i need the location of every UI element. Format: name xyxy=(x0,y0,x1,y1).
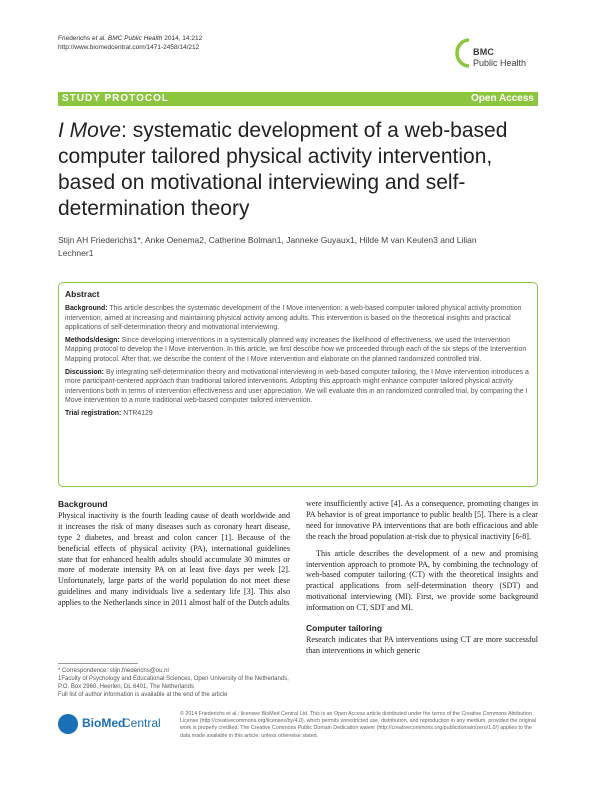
open-access-label: Open Access xyxy=(471,93,534,104)
section-heading-background: Background xyxy=(58,499,108,509)
discussion-label: Discussion: xyxy=(65,368,105,376)
body-column-right xyxy=(306,499,538,657)
section-heading-computer-tailoring: Computer tailoring xyxy=(306,623,383,634)
journal-logo xyxy=(455,38,550,78)
article-url[interactable]: http://www.biomedcentral.com/1471-2458/14/212 xyxy=(58,44,200,51)
abstract-heading: Abstract xyxy=(65,289,100,299)
methods-text: Since developing interventions in a systemically planned way increases the likelihood of effectiveness, we used the Intervention Mapping protocol to develop the I Move intervention. In this article, we first describe how we proceeded through each of the six steps of the Intervention Mapping protocol. After that, we describe the content of the I Move intervention and elaborate on the planned randomized controlled trial. xyxy=(65,336,527,363)
discussion-text: By integrating self-determination theory and motivational interviewing in web-based computer tailoring, the I Move intervention introduces a more participant-centered approach than traditional tailored interventions. Adopting this approach might enhance computer tailored physical activity interventions both in terms of intervention effectiveness and user appreciation. We will evaluate this in an randomized controlled trial, by comparing the I Move intervention to a more traditional web-based computer tailored intervention. xyxy=(65,368,529,405)
abstract-background xyxy=(65,304,531,333)
background-label: Background: xyxy=(65,305,108,312)
background-text: This article describes the systematic development of the I Move intervention: a web-based computer tailored physical activity promotion intervention, aimed at increasing and maintaining physical activity among adults. This intervention is based on the theoretical insights and practical applications of self-determination theory and motivational interviewing. xyxy=(65,305,522,332)
body-paragraph: Research indicates that PA interventions using CT are more successful than interventions in which generic xyxy=(306,634,538,655)
publisher-logo-regular: Central xyxy=(122,716,161,730)
license-text: © 2014 Friederichs et al.; licensee BioMed Central Ltd. This is an Open Access article distributed under the terms of the Creative Commons Attribution License (http://creativecommons.org/licenses/by/4.0), which permits unrestricted use, distribution, and reproduction in any medium, provided the original work is properly credited. The Creative Commons Public Domain Dedication waiver (http://creativecommons.org/publicdomain/zero/1.0/) applies to the data made available in this article, unless otherwise stated. xyxy=(180,711,536,739)
trial-text: NTR4129 xyxy=(121,409,153,417)
running-header xyxy=(58,34,202,52)
body-paragraph: were insufficiently active [4]. As a consequence, promoting changes in PA behavior is of great importance to public health [5]. There is a clear need for innovative PA interventions that are both efficacious and able the reach the broad population at-risk due to physical inactivity [6-8]. xyxy=(306,499,538,541)
title-italic: I Move xyxy=(58,119,122,142)
publisher-logo-bold: BioMed xyxy=(82,716,126,730)
article-title xyxy=(58,118,538,222)
footnote-divider xyxy=(58,663,138,664)
affiliation-note: 1Faculty of Psychology and Educational Sciences, Open University of the Netherlands, P.O. Box 2960, Heerlen, DL 6401, The Netherlands xyxy=(58,676,289,690)
trial-label: Trial registration: xyxy=(65,409,122,417)
publisher-logo xyxy=(58,712,168,736)
citation-line xyxy=(58,34,202,43)
body-paragraph: Physical inactivity is the fourth leading cause of death worldwide and it increases the risk of many diseases such as coronary heart disease, type 2 diabetes, and breast and colon cancer [1]. Because of the beneficial effects of physical activity (PA), international guidelines state that for enhanced health adults should accumulate 30 minutes or more of moderate intensity PA on at least five days per week [2]. Unfortunately, large parts of the world population do not meet these guidelines and many individuals live a sedentary life [3]. This also applies to the Netherlands since in 2011 almost half of the Dutch adults xyxy=(58,510,290,608)
author-info-note: Full list of author information is available at the end of the article xyxy=(58,692,228,698)
title-rest: : systematic development of a web-based computer tailored physical activity intervention, based on motivational interviewing and self-determination theory xyxy=(58,119,508,220)
article-type-banner xyxy=(58,92,538,106)
abstract-trial xyxy=(65,409,531,419)
citation-journal: et al. BMC Public Health xyxy=(91,35,163,42)
abstract-box xyxy=(58,282,538,487)
methods-label: Methods/design: xyxy=(65,336,120,344)
publisher-logo-icon xyxy=(58,714,78,734)
journal-logo-bmc: BMC xyxy=(473,47,495,57)
journal-logo-name: Public Health xyxy=(473,58,527,68)
body-paragraph: This article describes the development of a new and promising intervention approach to promote PA, by combining the technology of web-based computer tailoring (CT) with the theoretical insights and practical applications from self-determination theory (SDT) and motivational interviewing (MI). First, we provide some background information on CT, SDT and MI. xyxy=(306,548,538,613)
abstract-discussion xyxy=(65,368,531,406)
author-list: Stijn AH Friederichs1*, Anke Oenema2, Catherine Bolman1, Janneke Guyaux1, Hilde M van Keulen3 and Lilian Lechner1 xyxy=(58,235,477,258)
footnotes xyxy=(58,667,290,699)
abstract-methods xyxy=(65,336,531,365)
article-type: STUDY PROTOCOL xyxy=(62,93,169,104)
citation-authors: Friederichs xyxy=(58,35,92,42)
body-column-left xyxy=(58,499,290,609)
correspondence-note: * Correspondence: stijn.friederichs@ou.nl xyxy=(58,668,169,674)
citation-volume: 2014, 14:212 xyxy=(162,35,203,42)
